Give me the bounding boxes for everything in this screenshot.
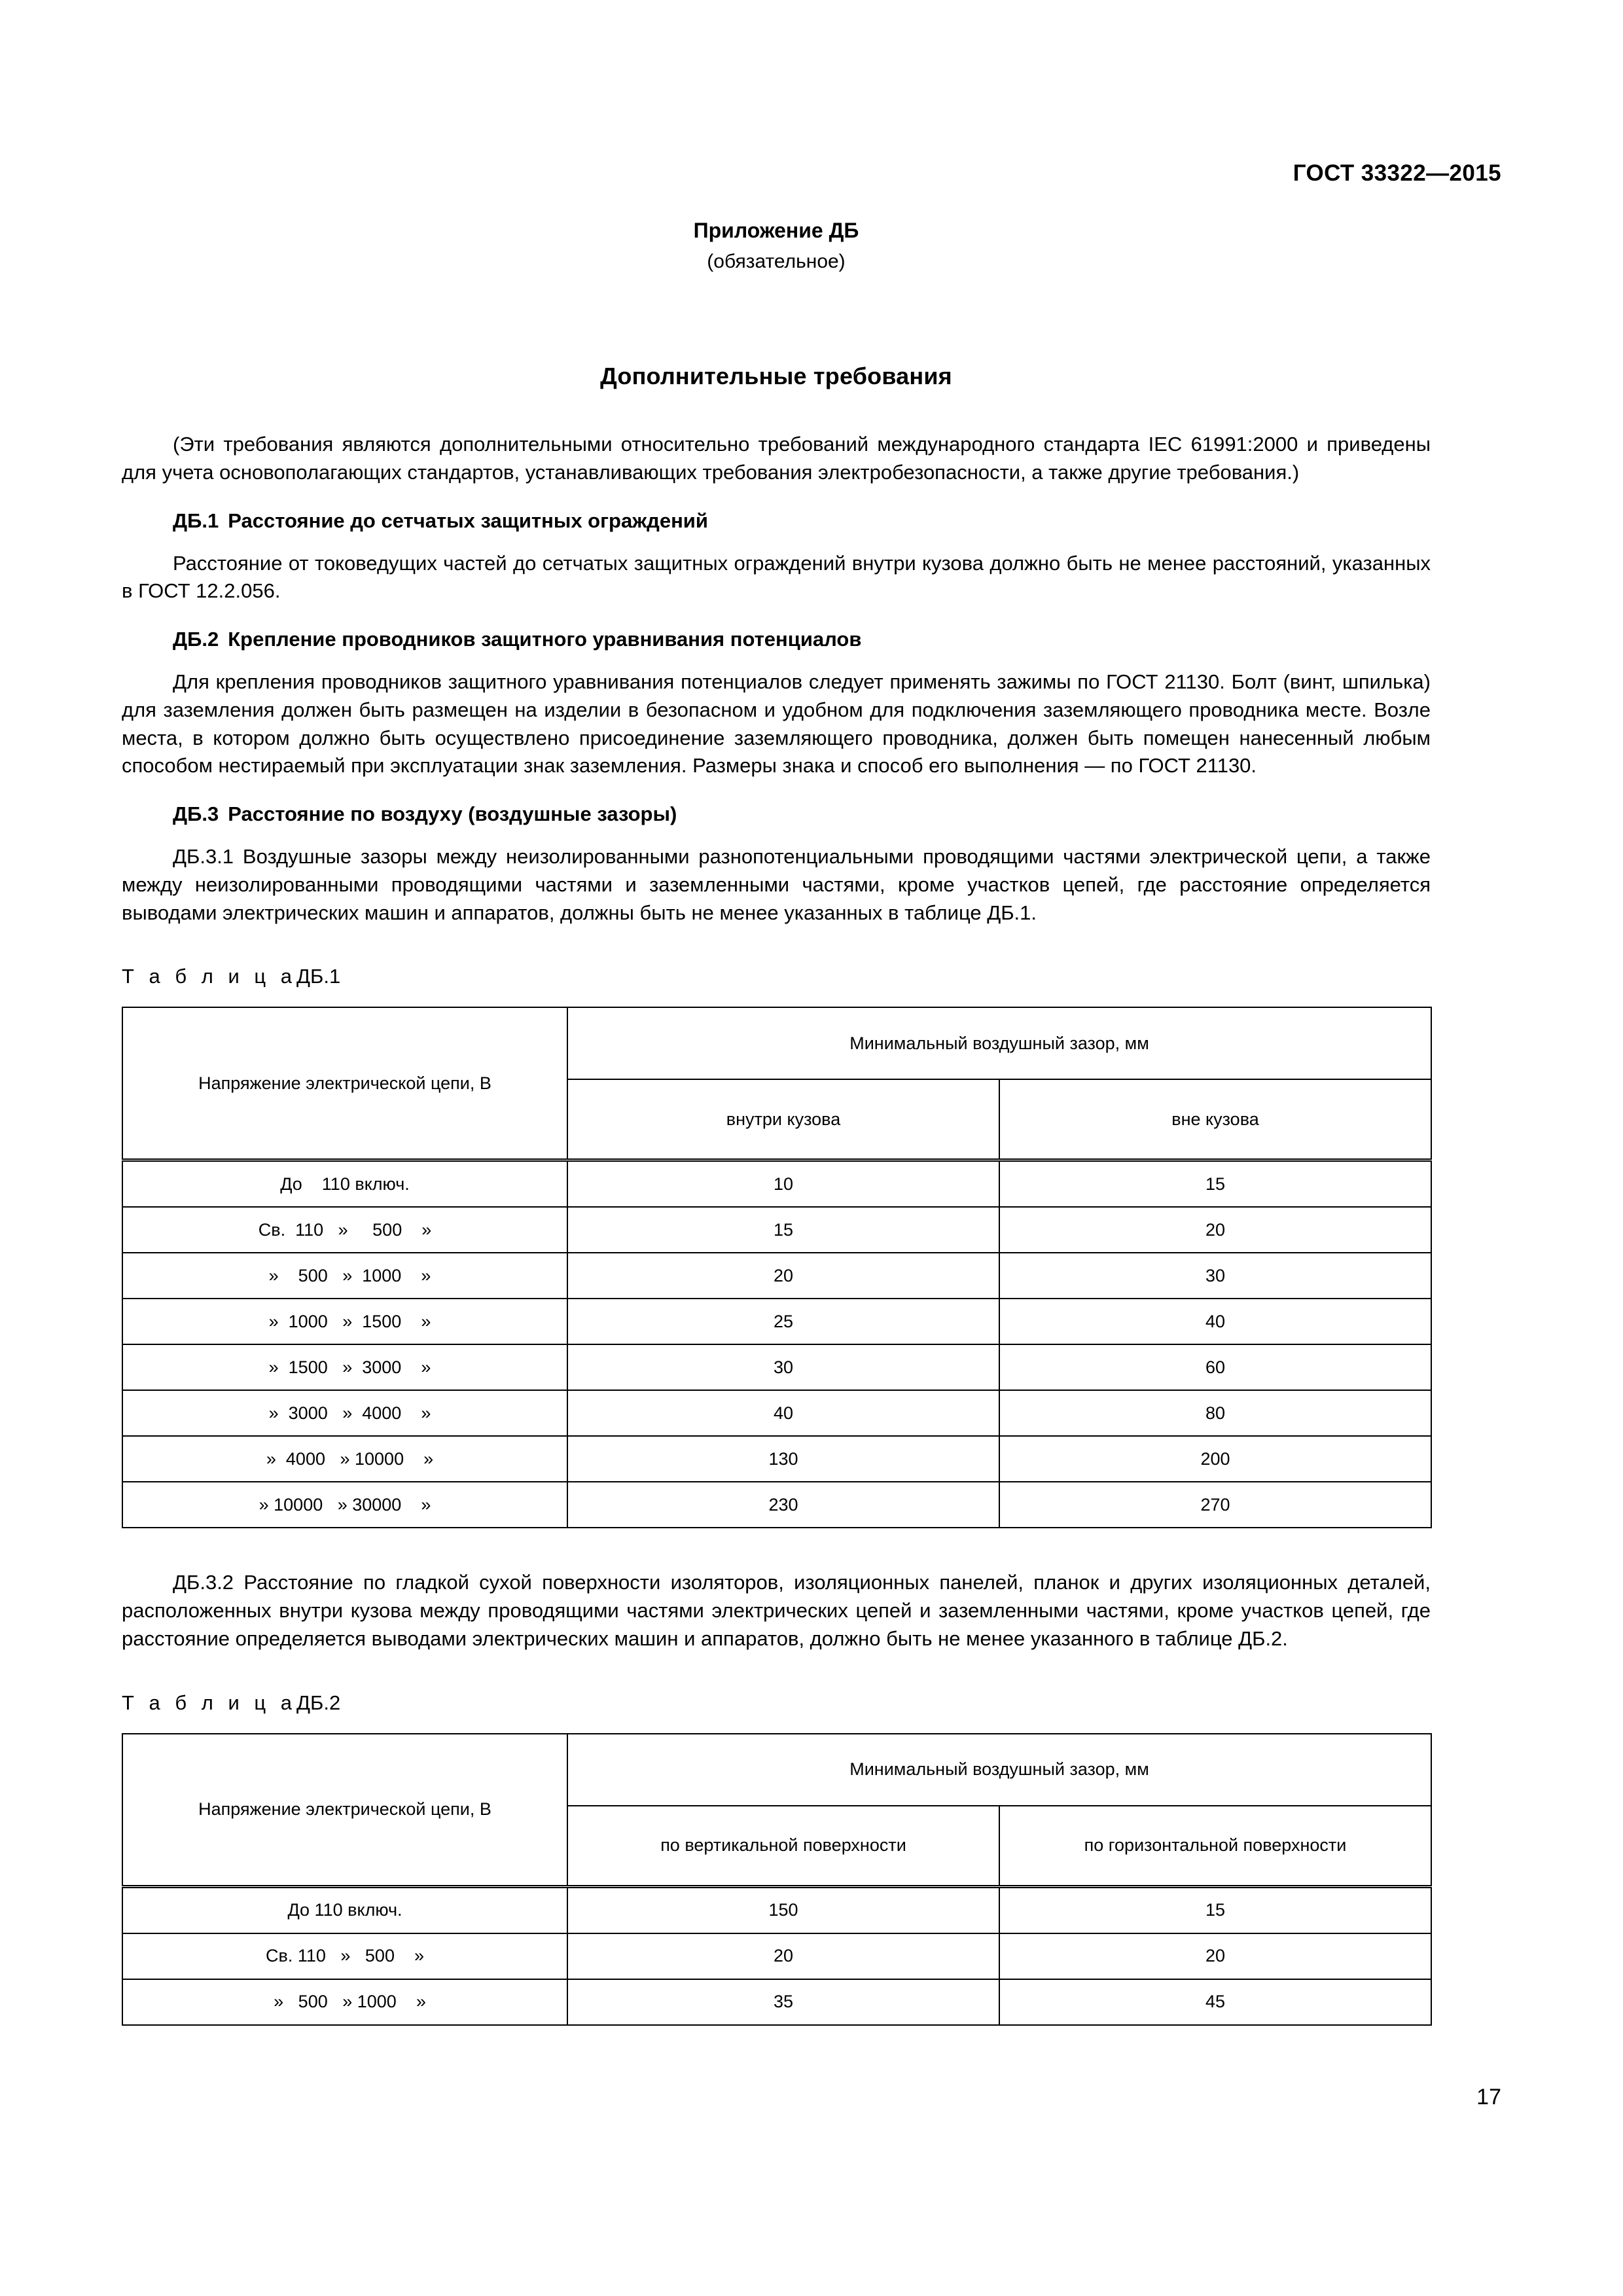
page-number: 17 xyxy=(1476,2085,1501,2109)
section-heading-db1 xyxy=(122,509,1431,533)
section-body-db1: Расстояние от токоведущих частей до сетчатых защитных ограждений внутри кузова должно быть не менее расстояний, указанных в ГОСТ 12.2.056. xyxy=(122,551,1431,603)
table-row xyxy=(122,1344,1431,1390)
table-db2-row1-v2: 20 xyxy=(999,1933,1431,1979)
section-body-db3-2: ДБ.3.2 Расстояние по гладкой сухой поверхности изоляторов, изоляционных панелей, планок и других изоляционных деталей, расположенных внутри кузова между проводящими частями электрических цепей и заземленными частями, кроме участков цепей, где расстояние определяется выводами электрических машин и аппаратов, должно быть не менее указанного в таблице ДБ.2. xyxy=(122,1571,1431,1650)
section-heading-db2 xyxy=(122,628,1431,651)
table-db2-row1-v1: 20 xyxy=(567,1933,999,1979)
table-db1-row6-label: » 4000 » 10000 » xyxy=(122,1436,567,1482)
table-db1-row0-v2: 15 xyxy=(999,1160,1431,1208)
table-db1-row4-v1: 30 xyxy=(567,1344,999,1390)
table-db1-row5-v2: 80 xyxy=(999,1390,1431,1436)
table-db2-row0-v2: 15 xyxy=(999,1886,1431,1933)
table-db1-row3-label: » 1000 » 1500 » xyxy=(122,1299,567,1344)
annex-obligation: (обязательное) xyxy=(707,251,846,273)
table-db1-span-header: Минимальный воздушный зазор, мм xyxy=(567,1007,1431,1079)
table-caption-word-db1: Т а б л и ц а xyxy=(122,965,297,988)
section-heading-db3 xyxy=(122,802,1431,826)
table-db2-row0-label: До 110 включ. xyxy=(122,1886,567,1933)
table-db1-subheader-1: внутри кузова xyxy=(567,1079,999,1160)
table-db1-row6-v2: 200 xyxy=(999,1436,1431,1482)
section-title-db2: Крепление проводников защитного уравнивания потенциалов xyxy=(228,628,862,651)
table-db1-row3-v1: 25 xyxy=(567,1299,999,1344)
table-caption-db1 xyxy=(122,965,1431,988)
table-db2-subheader-2: по горизонтальной поверхности xyxy=(999,1806,1431,1887)
table-header-row-top xyxy=(122,1007,1431,1079)
table-db2-stub-header: Напряжение электрической цепи, В xyxy=(122,1734,567,1887)
table-caption-number-db1: ДБ.1 xyxy=(296,965,341,988)
section-body-db2: Для крепления проводников защитного уравнивания потенциалов следует применять зажимы по ГОСТ 21130. Болт (винт, шпилька) для заземления должен быть размещен на изделии в безопасном и удобном для подключения заземляющего проводника месте. Возле места, в котором должно быть осуществлено присоединение заземляющего проводника, должен быть помещен нанесенный любым способом нестираемый при эксплуатации знак заземления. Размеры знака и способ его выполнения — по ГОСТ 21130. xyxy=(122,670,1431,778)
table-row xyxy=(122,1207,1431,1253)
table-header-row-top xyxy=(122,1734,1431,1806)
page-title: Дополнительные требования xyxy=(600,363,952,390)
table-db2-row1-label: Св. 110 » 500 » xyxy=(122,1933,567,1979)
table-db2-body xyxy=(122,1886,1431,2025)
table-db2-span-header: Минимальный воздушный зазор, мм xyxy=(567,1734,1431,1806)
table-row xyxy=(122,1160,1431,1208)
table-caption-word-db2: Т а б л и ц а xyxy=(122,1691,297,1714)
page-content xyxy=(122,216,1431,2026)
table-db1-row6-v1: 130 xyxy=(567,1436,999,1482)
table-row xyxy=(122,1436,1431,1482)
table-db1-row1-v1: 15 xyxy=(567,1207,999,1253)
running-head-standard-number: ГОСТ 33322—2015 xyxy=(1293,160,1501,186)
table-db1-body xyxy=(122,1160,1431,1528)
table-db1-stub-header: Напряжение электрической цепи, В xyxy=(122,1007,567,1160)
table-db1-row5-label: » 3000 » 4000 » xyxy=(122,1390,567,1436)
table-row xyxy=(122,1299,1431,1344)
table-db1-row7-v2: 270 xyxy=(999,1482,1431,1528)
table-db2 xyxy=(122,1733,1432,2026)
section-number-db1: ДБ.1 xyxy=(173,509,219,532)
section-title-db3: Расстояние по воздуху (воздушные зазоры) xyxy=(228,802,677,826)
table-db1-row7-v1: 230 xyxy=(567,1482,999,1528)
table-db2-row2-label: » 500 » 1000 » xyxy=(122,1979,567,2025)
table-db2-row0-v1: 150 xyxy=(567,1886,999,1933)
table-db2-row2-v1: 35 xyxy=(567,1979,999,2025)
intro-paragraph: (Эти требования являются дополнительными относительно требований международного стандарта IEC 61991:2000 и приведены для учета основополагающих стандартов, устанавливающих требования электробезопасности, а также другие требования.) xyxy=(122,433,1431,484)
table-row xyxy=(122,1979,1431,2025)
table-caption-db2 xyxy=(122,1691,1431,1715)
table-db2-row2-v2: 45 xyxy=(999,1979,1431,2025)
table-row xyxy=(122,1390,1431,1436)
table-db1-subheader-2: вне кузова xyxy=(999,1079,1431,1160)
table-row xyxy=(122,1886,1431,1933)
table-db1-row2-v1: 20 xyxy=(567,1253,999,1299)
table-db1-row5-v1: 40 xyxy=(567,1390,999,1436)
annex-title: Приложение ДБ xyxy=(693,219,859,242)
section-number-db2: ДБ.2 xyxy=(173,628,219,651)
section-body-db3-1: ДБ.3.1 Воздушные зазоры между неизолированными разнопотенциальными проводящими частями электрической цепи, а также между неизолированными проводящими частями и заземленными частями, кроме участков цепей, где расстояние определяется выводами электрических машин и аппаратов, должны быть не менее указанных в таблице ДБ.1. xyxy=(122,845,1431,924)
table-row xyxy=(122,1933,1431,1979)
table-db2-subheader-1: по вертикальной поверхности xyxy=(567,1806,999,1887)
table-db1-row4-label: » 1500 » 3000 » xyxy=(122,1344,567,1390)
table-row xyxy=(122,1253,1431,1299)
table-db1 xyxy=(122,1007,1432,1528)
section-number-db3: ДБ.3 xyxy=(173,802,219,826)
table-row xyxy=(122,1482,1431,1528)
table-caption-number-db2: ДБ.2 xyxy=(296,1691,341,1714)
table-db1-row2-v2: 30 xyxy=(999,1253,1431,1299)
section-title-db1: Расстояние до сетчатых защитных ограждений xyxy=(228,509,708,532)
table-db1-row3-v2: 40 xyxy=(999,1299,1431,1344)
table-db1-row4-v2: 60 xyxy=(999,1344,1431,1390)
table-db1-row2-label: » 500 » 1000 » xyxy=(122,1253,567,1299)
table-db1-row1-v2: 20 xyxy=(999,1207,1431,1253)
table-db1-row0-v1: 10 xyxy=(567,1160,999,1208)
table-db1-row0-label: До 110 включ. xyxy=(122,1160,567,1208)
table-db1-row7-label: » 10000 » 30000 » xyxy=(122,1482,567,1528)
table-db1-row1-label: Св. 110 » 500 » xyxy=(122,1207,567,1253)
